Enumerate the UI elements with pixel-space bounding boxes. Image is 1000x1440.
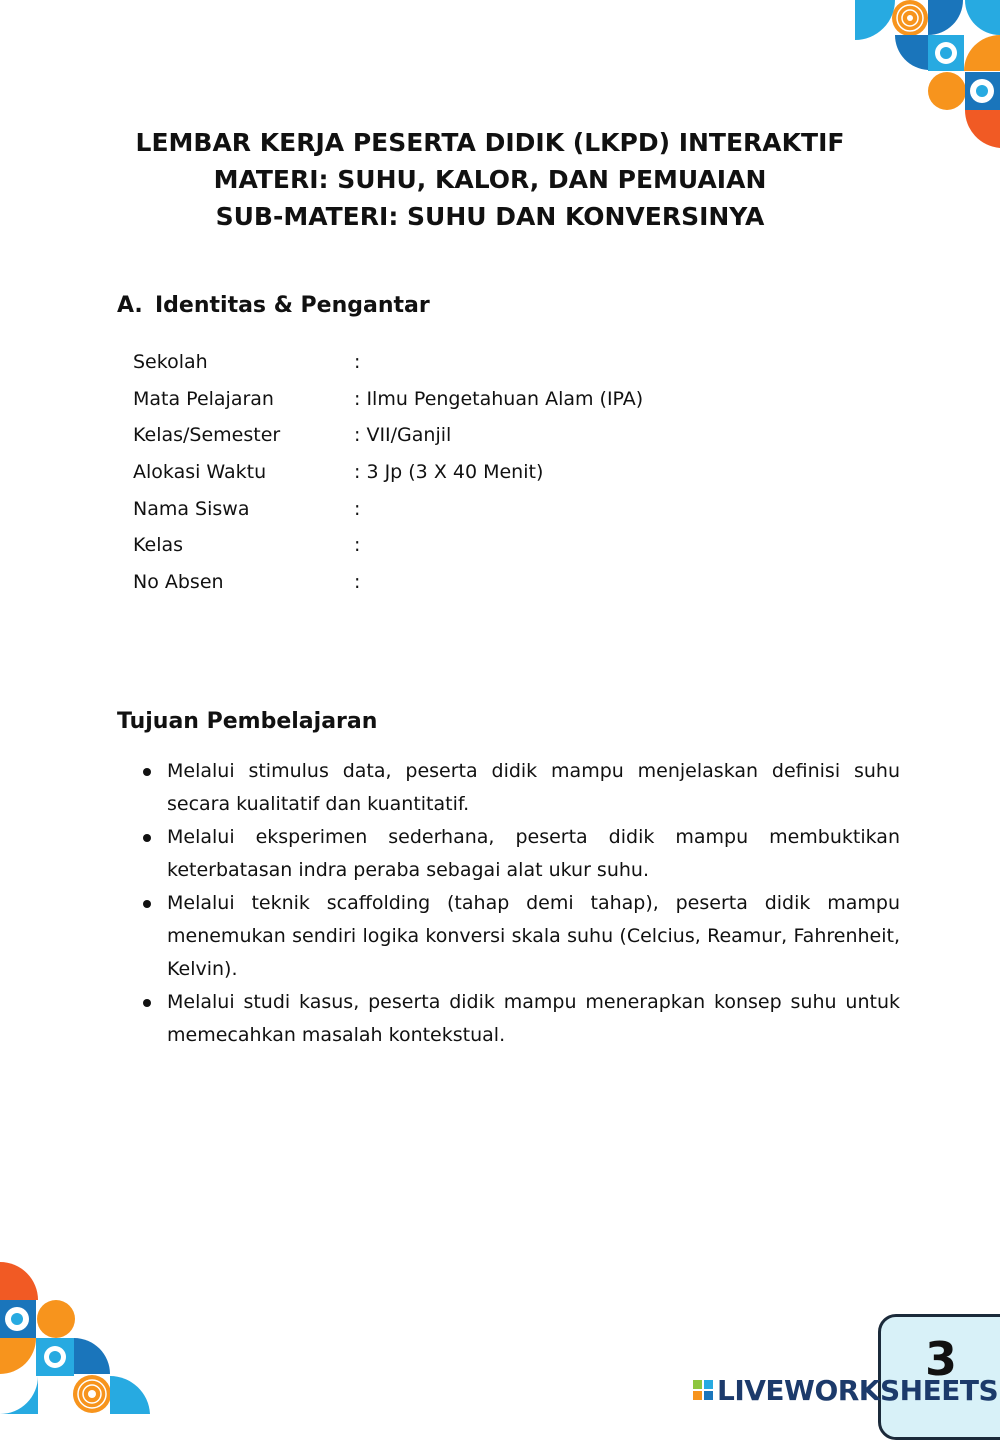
identity-value: : VII/Ganjil <box>354 424 452 447</box>
blue-circle-icon <box>928 35 964 71</box>
cyan-circle-icon <box>36 1338 74 1376</box>
cyan-quarter-shape <box>855 0 895 40</box>
identity-row-sekolah <box>133 344 643 381</box>
title-line-1: LEMBAR KERJA PESERTA DIDIK (LKPD) INTERAKTIF <box>135 128 845 157</box>
identity-value[interactable]: : <box>354 534 361 557</box>
learning-objectives-heading: Tujuan Pembelajaran <box>117 709 378 734</box>
blue-quarter-shape-2 <box>895 35 928 70</box>
liveworksheets-brand[interactable] <box>693 1370 998 1410</box>
blue-circle-icon <box>0 1300 36 1338</box>
list-item: Melalui teknik scaffolding (tahap demi tahap), peserta didik mampu menemukan sendiri logika konversi skala suhu (Celcius, Reamur, Fahrenheit, Kelvin). <box>140 887 900 986</box>
document-title <box>0 124 980 235</box>
section-number: A. <box>117 293 143 318</box>
orange-ring-icon <box>892 0 928 36</box>
cyan-corner-shape <box>965 0 1000 35</box>
section-a-heading <box>117 293 430 318</box>
page-number: 3 <box>925 1332 958 1386</box>
blue-quarter-shape <box>928 0 963 35</box>
cyan-quarter-shape <box>0 1376 38 1414</box>
orange-ring-icon <box>73 1375 111 1413</box>
identity-table <box>133 344 643 600</box>
identity-row-kelas <box>133 527 643 564</box>
learning-objectives-list <box>140 755 900 1052</box>
identity-value[interactable]: : <box>354 351 361 374</box>
identity-row-alokasi-waktu <box>133 454 643 491</box>
identity-label: Mata Pelajaran <box>133 387 274 410</box>
identity-row-nama-siswa <box>133 490 643 527</box>
identity-value: : Ilmu Pengetahuan Alam (IPA) <box>354 387 644 410</box>
blue-quarter-shape <box>74 1338 110 1374</box>
list-item: Melalui stimulus data, peserta didik mampu menjelaskan definisi suhu secara kualitatif dan kuantitatif. <box>140 755 900 821</box>
bottom-left-decoration <box>0 1262 150 1414</box>
title-line-2: MATERI: SUHU, KALOR, DAN PEMUAIAN <box>213 165 767 194</box>
identity-value[interactable]: : <box>354 497 361 520</box>
identity-label: Kelas <box>133 534 184 557</box>
red-quarter-shape <box>0 1262 38 1300</box>
orange-dot-icon <box>37 1300 75 1338</box>
cyan-corner-shape <box>110 1376 150 1414</box>
list-item: Melalui eksperimen sederhana, peserta didik mampu membuktikan keterbatasan indra peraba sebagai alat ukur suhu. <box>140 821 900 887</box>
identity-value: : 3 Jp (3 X 40 Menit) <box>354 461 544 484</box>
brand-name: LIVEWORKSHEETS <box>717 1373 999 1407</box>
title-line-3: SUB-MATERI: SUHU DAN KONVERSINYA <box>215 202 765 231</box>
section-title: Identitas & Pengantar <box>155 293 430 318</box>
identity-label: Alokasi Waktu <box>133 461 267 484</box>
identity-value[interactable]: : <box>354 570 361 593</box>
list-item: Melalui studi kasus, peserta didik mampu menerapkan konsep suhu untuk memecahkan masalah kontekstual. <box>140 986 900 1052</box>
cyan-circle-icon <box>965 72 1000 110</box>
identity-label: No Absen <box>133 570 224 593</box>
identity-label: Kelas/Semester <box>133 424 281 447</box>
identity-label: Sekolah <box>133 351 208 374</box>
liveworksheets-logo-icon <box>693 1380 713 1400</box>
identity-row-no-absen <box>133 564 643 601</box>
identity-row-kelas-semester <box>133 417 643 454</box>
orange-quarter-shape <box>0 1338 36 1374</box>
orange-dot-icon <box>928 72 966 110</box>
identity-label: Nama Siswa <box>133 497 250 520</box>
identity-row-mata-pelajaran <box>133 381 643 418</box>
